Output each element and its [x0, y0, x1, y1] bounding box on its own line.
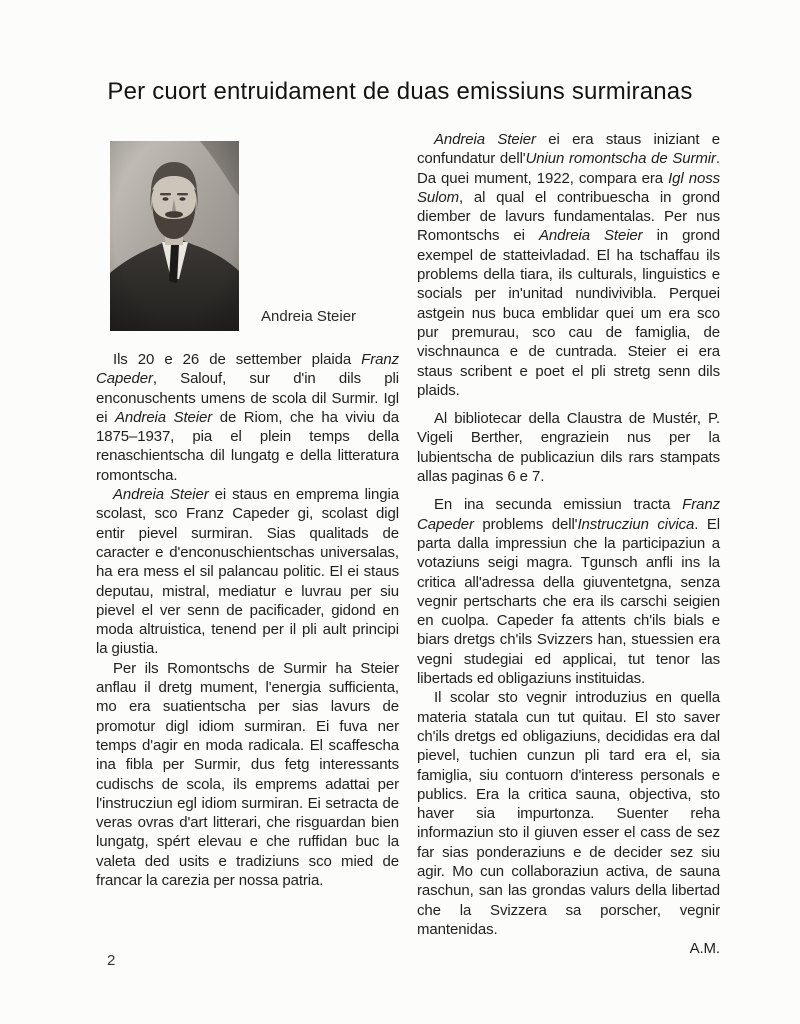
right-column — [417, 130, 720, 958]
portrait-illustration — [110, 141, 239, 331]
paragraph: Il scolar sto vegnir introduzius en quella materia statala cun tut quitau. El sto saver ch'ils dretgs ed obligaziuns, decididas era dal pievel, tuchien cunzun pli tard era el, sia famiglia, siu contuorn d'interess personals e publics. Era la critica sauna, objectiva, sto haver sia impurtonza. Suenter reha informaziun sto il giuven esser el cass de sez far sias ponderaziuns e de decider sez siu agir. Mo cun collaboraziun activa, de sauna raschun, san las grondas valurs della libertad che la Svizzera sa porscher, vegnir mantenidas. — [417, 689, 720, 938]
right-column-paragraphs — [417, 130, 720, 939]
paragraph: Ils 20 e 26 de settember plaida Franz Capeder, Salouf, sur d'in dils pli enconuschents umens de scola dil Surmir. Igl ei Andreia Steier de Riom, che ha viviu da 1875–1937, pia el plein temps della renaschientscha dil lungatg e della litteratura romontscha. — [96, 351, 399, 484]
page-title: Per cuort entruidament de duas emissiuns surmiranas — [107, 78, 693, 106]
portrait-photo — [110, 141, 239, 331]
paragraph: Andreia Steier ei era staus iniziant e confundatur dell'Uniun romontscha de Surmir. Da quei mument, 1922, compara era Igl noss Sulom, al qual el contribuescha in grond diember de lavurs fundamentalas. Per nus Romontschs ei Andreia Steier in grond exempel de statteivladad. El ha tschaffau ils problems della tiara, ils culturals, linguistics e socials per in'unitad nundivivibla. Perquei astgein nus buca emblidar quei um era sco pur premurau, sco cau de famiglia, de vischnaunca e de cuntrada. Steier ei era staus scribent e poet el pli stretg senn dils plaids. — [417, 131, 721, 399]
paragraph: Al bibliotecar della Claustra de Mustér, P. Vigeli Berther, engraziein nus per la lubientscha de publicaziun dils rars stampats allas paginas 6 e 7. — [417, 410, 720, 486]
photo-caption: Andreia Steier — [261, 308, 357, 325]
paragraph: Andreia Steier ei staus en emprema lingia scolast, sco Franz Capeder gi, scolast digl entir pievel surmiran. Sias qualitads de caracter e d'enconuschientschas universalas, ha era mess el sil palancau politic. El ei staus deputau, mistral, mediatur e luvrau per siu pievel el ver senn de pacificader, gidond en moda altruistica, tenend per il pli ault principi la giustia. — [96, 486, 399, 658]
paragraph: En ina secunda emissiun tracta Franz Capeder problems dell'Instrucziun civica. El parta dalla impressiun che la participaziun a votaziuns seigi magra. Tgunsch anfli ins la critica all'adressa della giuventetgna, senza vegnir pertscharts che era ils carschi seigien en cuolpa. Capeder fa attents ch'ils bials e biars dretgs ch'ils Svizzers han, stuessien era vegni studegiai ed applicai, tut tenor las libertads ed obligaziuns instituidas. — [417, 496, 720, 688]
paragraph: Per ils Romontschs de Surmir ha Steier anflau il dretg mument, l'energia sufficienta, mo era suatientscha per sias lavurs de promotur digl idiom surmiran. Ei fuva ner temps d'agir en moda radicala. El scaffescha ina fibla per Surmir, dus fetg interessants cudischs de scola, ils emprems adattai per l'instrucziun egl idiom surmiran. Ei setracta de veras ovras d'art litterari, che risguardan bien lungatg, spért elevau e che ruffidan buc la valeta ded usits e tradiziuns sco mied de francar la carezia per nossa patria. — [96, 659, 399, 890]
author-initials: A.M. — [689, 940, 720, 958]
page-number: 2 — [107, 952, 116, 969]
left-column — [96, 350, 399, 890]
